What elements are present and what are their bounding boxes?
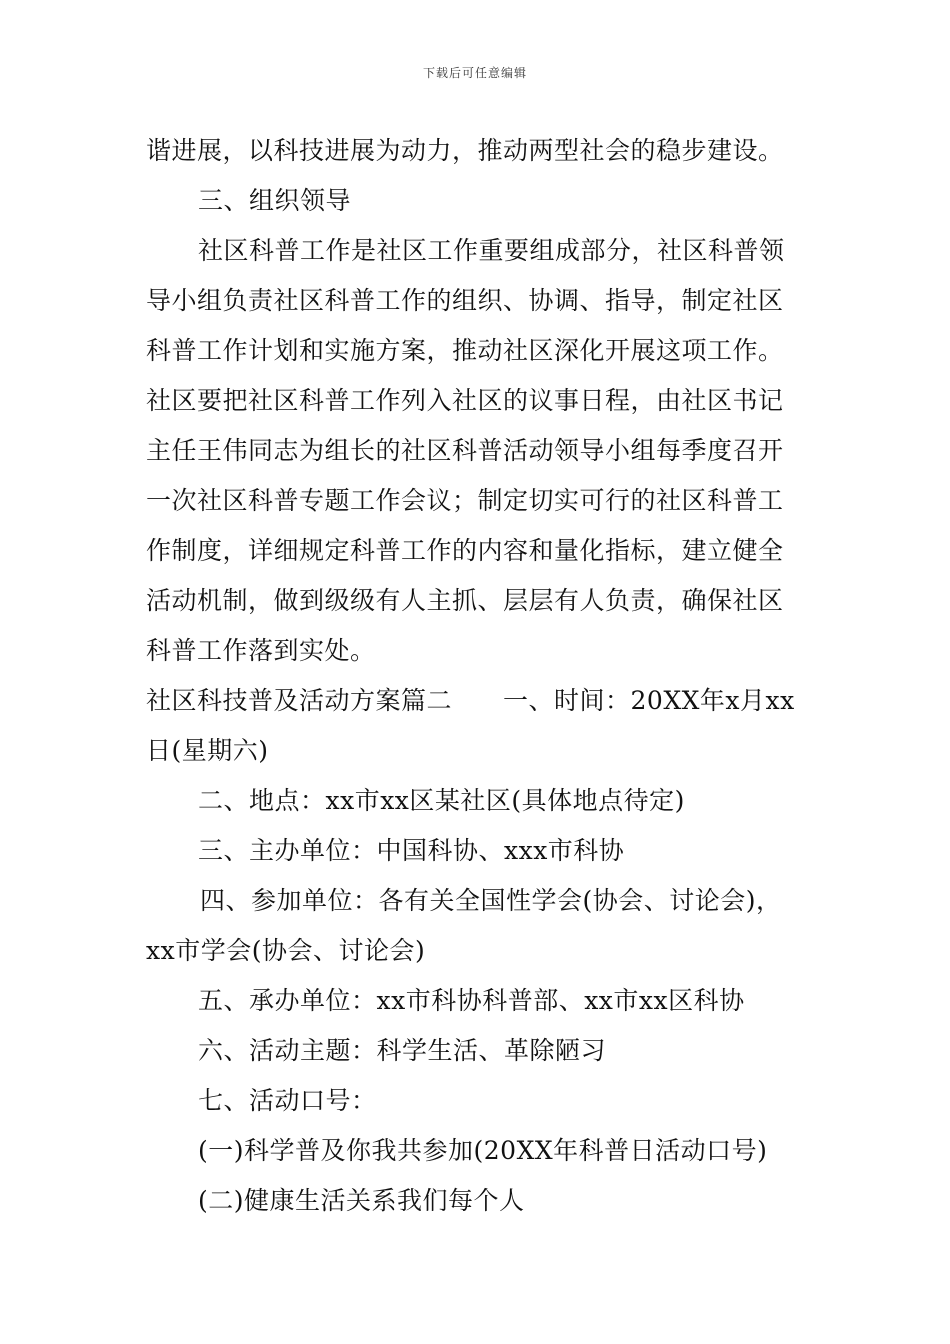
- list-item: 六、活动主题：科学生活、革除陋习: [198, 1036, 607, 1065]
- paragraph-line: 社区要把社区科普工作列入社区的议事日程，由社区书记: [146, 386, 784, 415]
- list-item: 七、活动口号：: [198, 1086, 377, 1115]
- list-item: 二、地点：xx市xx区某社区(具体地点待定): [198, 786, 685, 815]
- paragraph-line: 作制度，详细规定科普工作的内容和量化指标，建立健全: [146, 536, 784, 565]
- document-body: [146, 126, 816, 1226]
- paragraph-line: 科普工作落到实处。: [146, 636, 376, 665]
- list-item: (二)健康生活关系我们每个人: [198, 1186, 525, 1215]
- paragraph-line: 日(星期六): [146, 736, 269, 765]
- page-header: 下载后可任意编辑: [422, 66, 527, 80]
- paragraph-line: 主任王伟同志为组长的社区科普活动领导小组每季度召开: [146, 436, 784, 465]
- section-heading: 三、组织领导: [198, 186, 352, 215]
- section-title: 社区科技普及活动方案篇二 一、时间：20XX年x月xx: [146, 686, 795, 715]
- list-item: (一)科学普及你我共参加(20XX年科普日活动口号): [198, 1136, 768, 1165]
- paragraph-line: 导小组负责社区科普工作的组织、协调、指导，制定社区: [146, 286, 784, 315]
- list-item: 三、主办单位：中国科协、xxx市科协: [198, 836, 625, 865]
- list-item: 五、承办单位：xx市科协科普部、xx市xx区科协: [198, 986, 745, 1015]
- paragraph-line: xx市学会(协会、讨论会): [146, 936, 426, 965]
- paragraph-line: 一次社区科普专题工作会议；制定切实可行的社区科普工: [146, 486, 784, 515]
- paragraph-line: 科普工作计划和实施方案，推动社区深化开展这项工作。: [146, 336, 784, 365]
- paragraph-line: 谐进展，以科技进展为动力，推动两型社会的稳步建设。: [146, 136, 784, 165]
- paragraph-line: 社区科普工作是社区工作重要组成部分，社区科普领: [198, 236, 785, 265]
- list-item: 四、参加单位：各有关全国性学会(协会、讨论会)，: [200, 886, 782, 915]
- paragraph-line: 活动机制，做到级级有人主抓、层层有人负责，确保社区: [146, 586, 784, 615]
